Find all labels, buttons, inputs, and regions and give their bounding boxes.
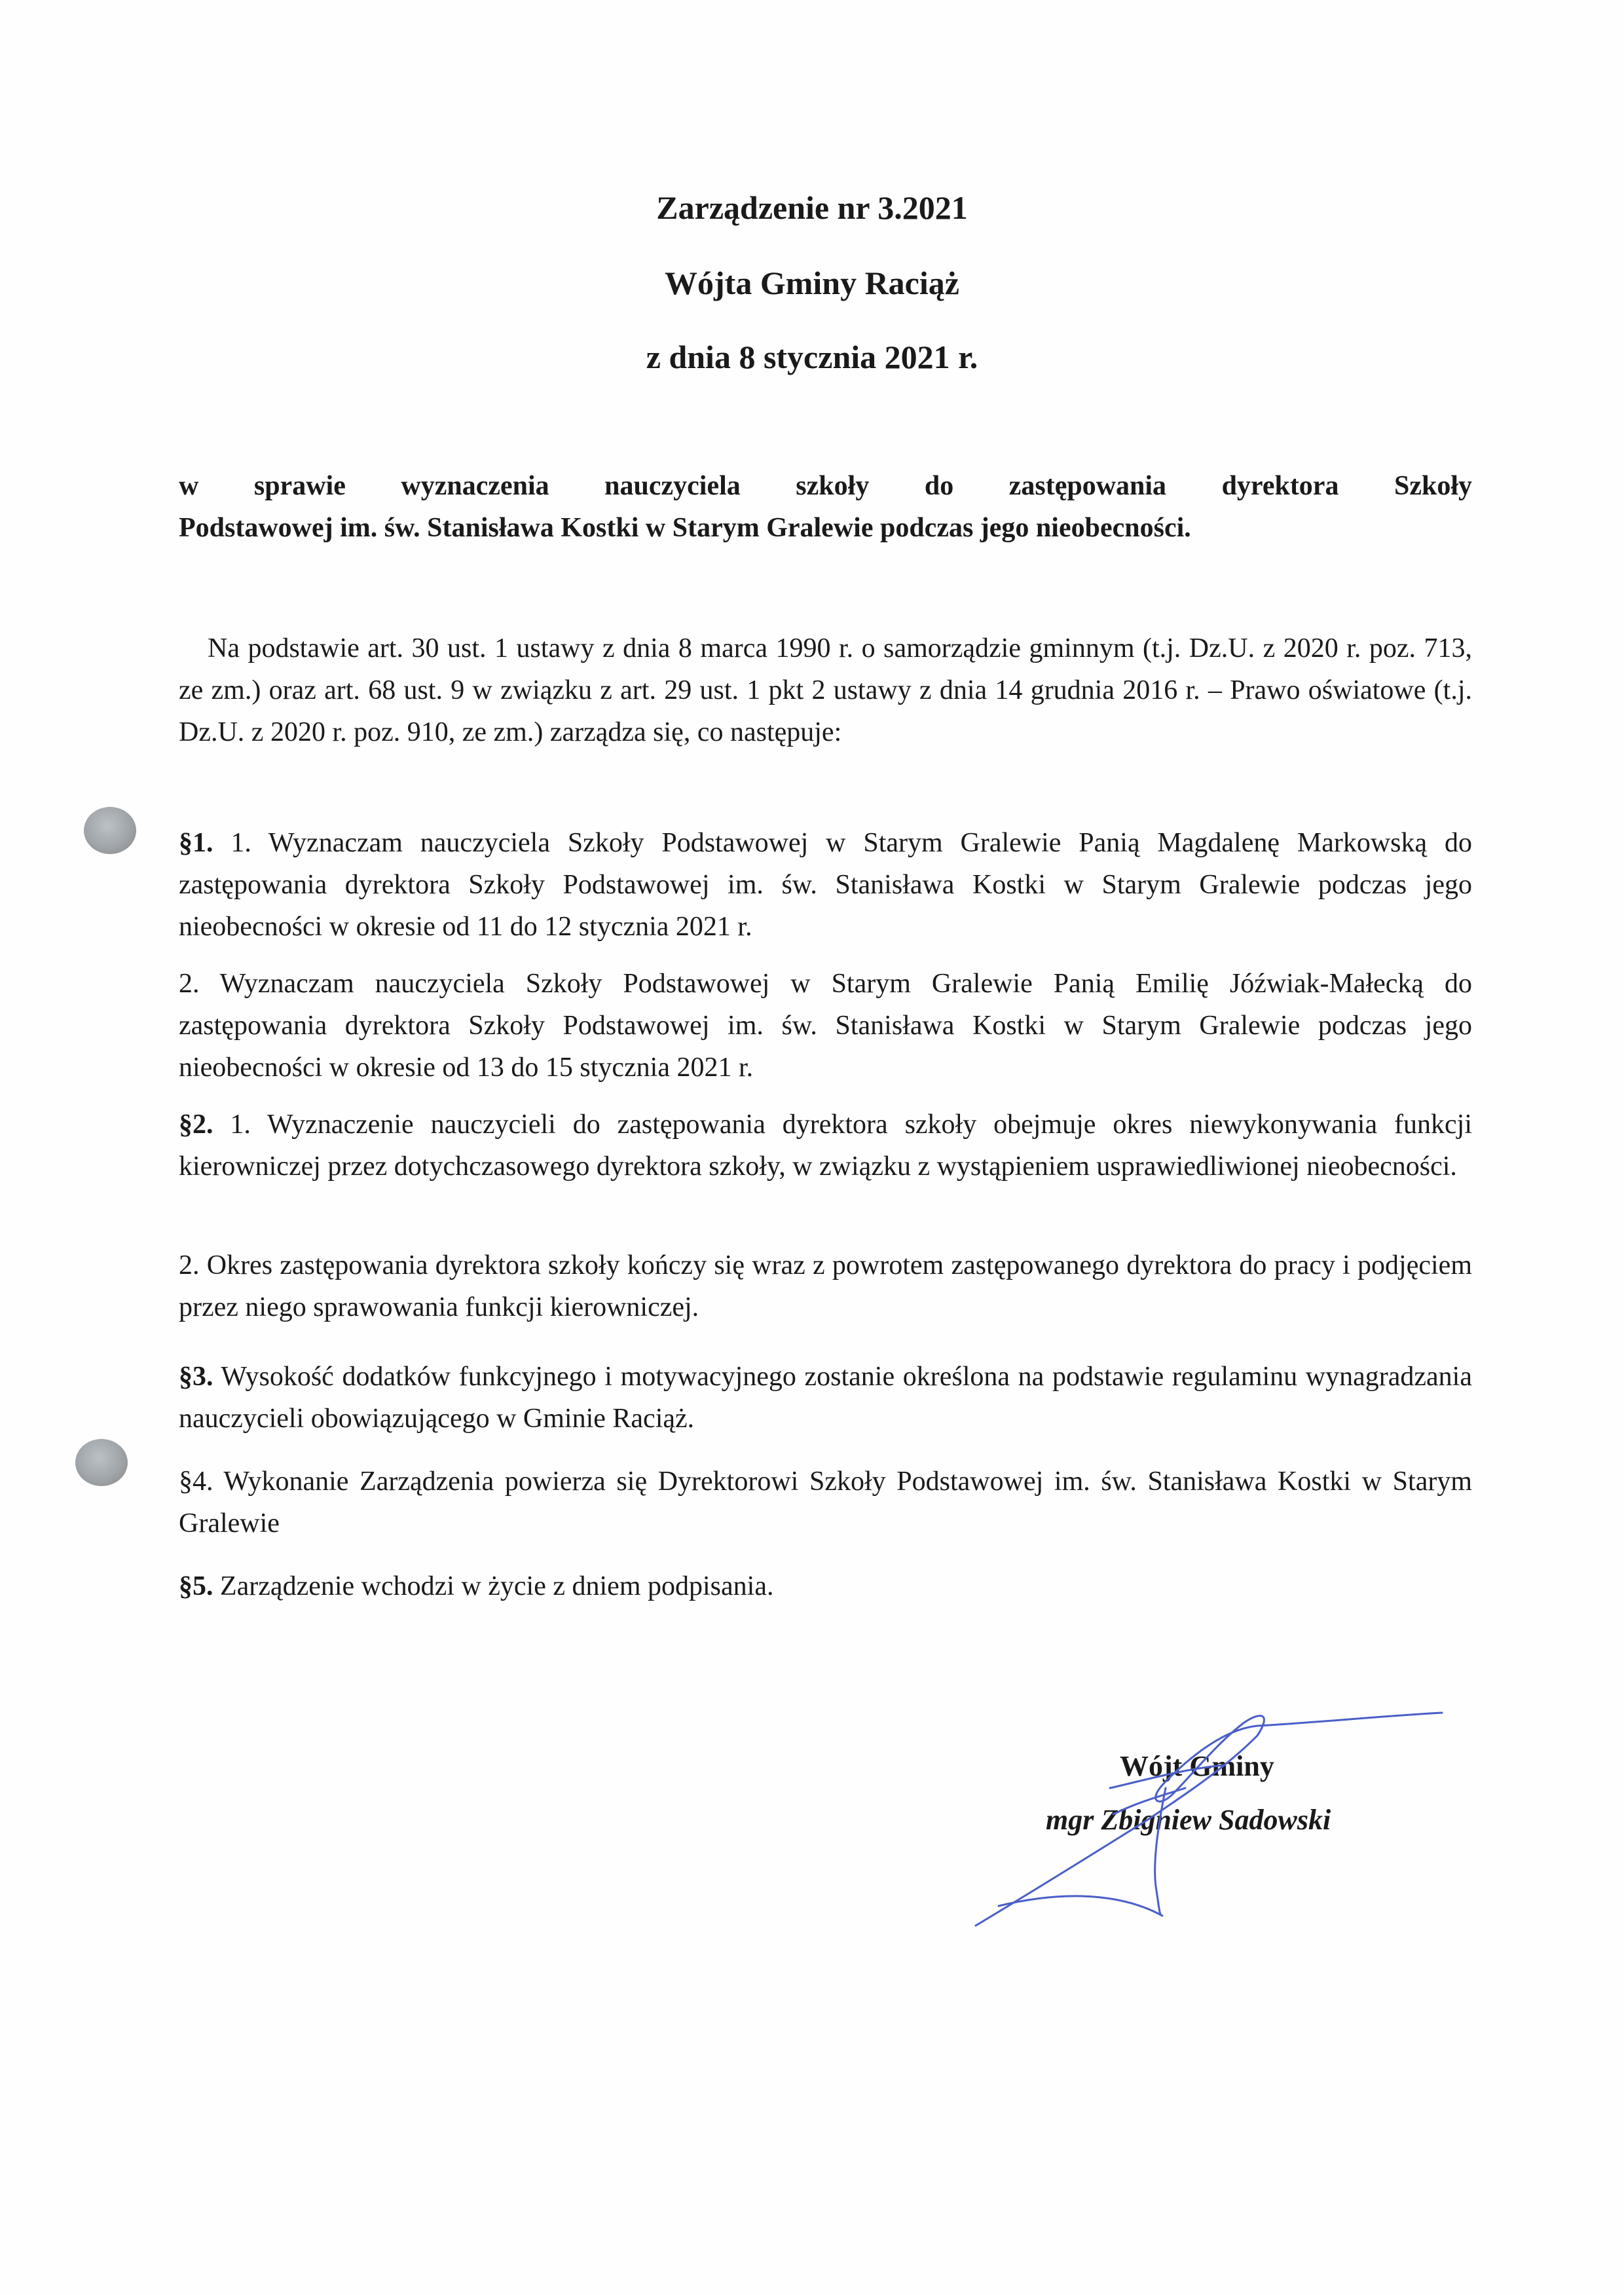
- section-4: [179, 1461, 1472, 1544]
- section-mark: §5.: [179, 1571, 213, 1601]
- punch-hole: [75, 1439, 128, 1486]
- section-mark: §2.: [179, 1110, 213, 1140]
- document-title: Zarządzenie nr 3.2021: [656, 189, 968, 226]
- section-1-paragraph-2: 2. Wyznaczam nauczyciela Szkoły Podstawowej w Starym Gralewie Panią Emilię Jóźwiak-Małecką do zastępowania dyrektora Szkoły Podstawowej im. św. Stanisława Kostki w Starym Gralewie podczas jego nieobecności w okresie od 13 do 15 stycznia 2021 r.: [179, 969, 1472, 1083]
- section-1-paragraph-1: [179, 822, 1472, 948]
- section-mark: §3.: [179, 1362, 213, 1392]
- signatory-title: Wójt Gminy: [1120, 1750, 1274, 1782]
- section-mark: §4.: [179, 1466, 213, 1497]
- document-date: z dnia 8 stycznia 2021 r.: [646, 339, 978, 375]
- document-subject: [179, 465, 1472, 549]
- section-5: [179, 1565, 1472, 1607]
- section-text: Wysokość dodatków funkcyjnego i motywacyjnego zostanie określona na podstawie regulaminu wynagradzania nauczycieli obowiązującego w Gminie Raciąż.: [179, 1362, 1472, 1434]
- section-mark: §1.: [179, 828, 213, 858]
- section-text: Zarządzenie wchodzi w życie z dniem podpisania.: [213, 1571, 774, 1601]
- signatory-name: mgr Zbigniew Sadowski: [1046, 1804, 1331, 1836]
- section-text: Wykonanie Zarządzenia powierza się Dyrektorowi Szkoły Podstawowej im. św. Stanisława Kostki w Starym Gralewie: [179, 1466, 1472, 1539]
- section-2-paragraph-2: 2. Okres zastępowania dyrektora szkoły kończy się wraz z powrotem zastępowanego dyrektora do pracy i podjęciem przez niego sprawowania funkcji kierowniczej.: [179, 1250, 1472, 1322]
- section-3: [179, 1356, 1472, 1440]
- punch-hole: [84, 807, 136, 854]
- section-text: 1. Wyznaczenie nauczycieli do zastępowania dyrektora szkoły obejmuje okres niewykonywania funkcji kierowniczej przez dotychczasowego dyrektora szkoły, w związku z wystąpieniem usprawiedliwionej nieobecności.: [179, 1110, 1472, 1182]
- legal-basis: Na podstawie art. 30 ust. 1 ustawy z dnia 8 marca 1990 r. o samorządzie gminnym (t.j. Dz.U. z 2020 r. poz. 713, ze zm.) oraz art. 68 ust. 9 w związku z art. 29 ust. 1 pkt 2 ustawy z dnia 14 grudnia 2016 r. – Prawo oświatowe (t.j. Dz.U. z 2020 r. poz. 910, ze zm.) zarządza się, co następuje:: [179, 633, 1472, 747]
- document-issuer: Wójta Gminy Raciąż: [665, 265, 959, 301]
- subject-line-2: Podstawowej im. św. Stanisława Kostki w Starym Gralewie podczas jego nieobecności.: [179, 513, 1191, 543]
- section-text: 1. Wyznaczam nauczyciela Szkoły Podstawowej w Starym Gralewie Panią Magdalenę Markowską do zastępowania dyrektora Szkoły Podstawowej im. św. Stanisława Kostki w Starym Gralewie podczas jego nieobecności w okresie od 11 do 12 stycznia 2021 r.: [179, 828, 1472, 942]
- subject-line-1: w sprawie wyznaczenia nauczyciela szkoły do zastępowania dyrektora Szkoły: [179, 471, 1472, 501]
- section-2-paragraph-1: [179, 1104, 1472, 1187]
